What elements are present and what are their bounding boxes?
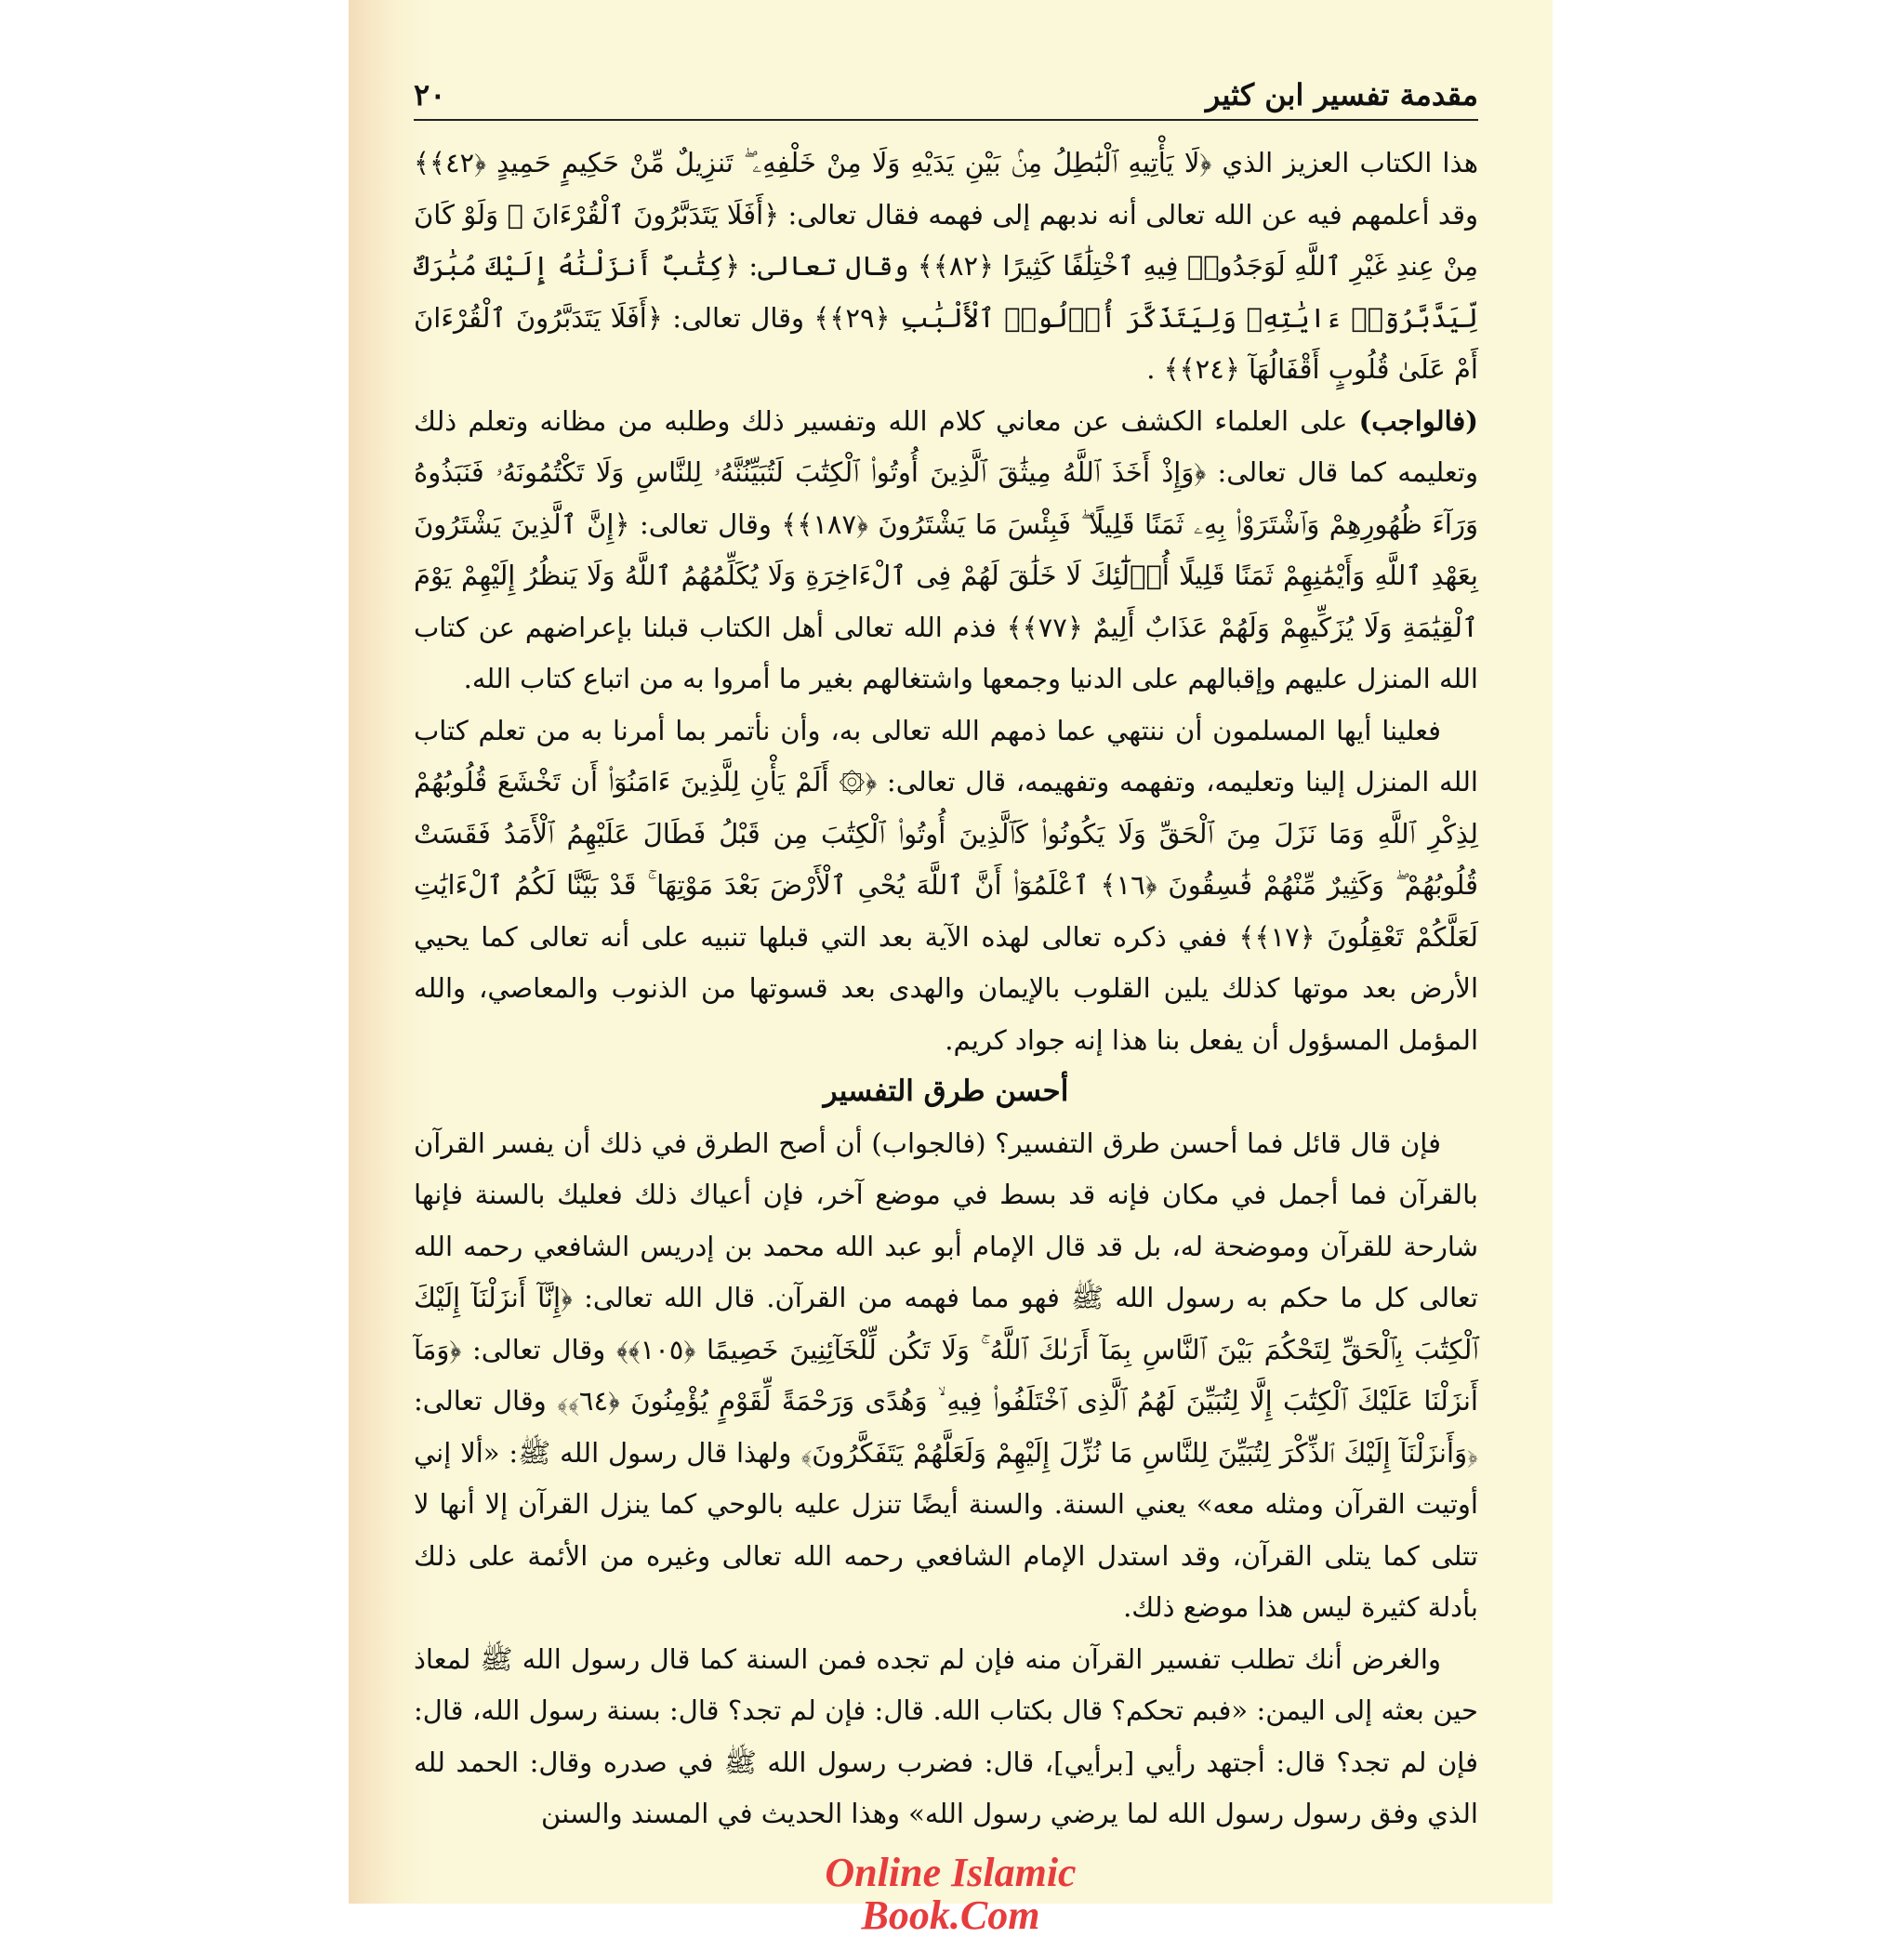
paragraph [414,1118,1478,1634]
paragraph-lead: (فالواجب) [1358,404,1478,437]
page-number: ٢٠ [414,77,446,112]
paragraph [414,1634,1478,1840]
paragraph-text: فإن قال قائل فما أحسن طرق التفسير؟ (فالجواب) أن أصح الطرق في ذلك أن يفسر القرآن بالقرآن فما أجمل في مكان فإنه قد بسط في موضع آخر، فإن أعياك ذلك فعليك بالسنة فإنها شارحة للقرآن وموضحة له، بل قد قال الإمام أبو عبد الله محمد بن إدريس الشافعي رحمه الله تعالى كل ما حكم به رسول الله ﷺ فهو مما فهمه من القرآن. قال الله تعالى: ﴿إِنَّآ أَنزَلْنَآ إِلَيْكَ ٱلْكِتَٰبَ بِٱلْحَقِّ لِتَحْكُمَ بَيْنَ ٱلنَّاسِ بِمَآ أَرَىٰكَ ٱللَّهُ ۚ وَلَا تَكُن لِّلْخَآئِنِينَ خَصِيمًا ﴿١٠٥﴾﴾ وقال تعالى: ﴿وَمَآ أَنزَلْنَا عَلَيْكَ ٱلْكِتَٰبَ إِلَّا لِتُبَيِّنَ لَهُمُ ٱلَّذِى ٱخْتَلَفُوا۟ فِيهِ ۙ وَهُدًى وَرَحْمَةً لِّقَوْمٍ يُؤْمِنُونَ ﴿٦٤﴾﴾ وقال تعالى: ﴿وَأَنزَلْنَآ إِلَيْكَ ٱلذِّكْرَ لِتُبَيِّنَ لِلنَّاسِ مَا نُزِّلَ إِلَيْهِمْ وَلَعَلَّهُمْ يَتَفَكَّرُونَ﴾ ولهذا قال رسول الله ﷺ: «ألا إني أوتيت القرآن ومثله معه» يعني السنة. والسنة أيضًا تنزل عليه بالوحي كما ينزل القرآن إلا أنها لا تتلى كما يتلى القرآن، وقد استدل الإمام الشافعي رحمه الله تعالى وغيره من الأئمة على ذلك بأدلة كثيرة ليس هذا موضع ذلك. [414,1127,1478,1623]
paragraph-text: على العلماء الكشف عن معاني كلام الله وتفسير ذلك وطلبه من مظانه وتعلم ذلك وتعليمه كما قال تعالى: ﴿وَإِذْ أَخَذَ ٱللَّهُ مِيثَٰقَ ٱلَّذِينَ أُوتُوا۟ ٱلْكِتَٰبَ لَتُبَيِّنُنَّهُۥ لِلنَّاسِ وَلَا تَكْتُمُونَهُۥ فَنَبَذُوهُ وَرَآءَ ظُهُورِهِمْ وَٱشْتَرَوْا۟ بِهِۦ ثَمَنًا قَلِيلًا ۖ فَبِئْسَ مَا يَشْتَرُونَ ﴿١٨٧﴾﴾ وقال تعالى: ﴿إِنَّ ٱلَّذِينَ يَشْتَرُونَ بِعَهْدِ ٱللَّهِ وَأَيْمَٰنِهِمْ ثَمَنًا قَلِيلًا أُو۟لَٰٓئِكَ لَا خَلَٰقَ لَهُمْ فِى ٱلْءَاخِرَةِ وَلَا يُكَلِّمُهُمُ ٱللَّهُ وَلَا يَنظُرُ إِلَيْهِمْ يَوْمَ ٱلْقِيَٰمَةِ وَلَا يُزَكِّيهِمْ وَلَهُمْ عَذَابٌ أَلِيمٌ ﴿٧٧﴾﴾ فذم الله تعالى أهل الكتاب قبلنا بإعراضهم عن كتاب الله المنزل عليهم وإقبالهم على الدنيا وجمعها واشتغالهم بغير ما أمروا به من اتباع كتاب الله. [414,404,1478,694]
paragraph [414,138,1478,396]
paragraph-text: والغرض أنك تطلب تفسير القرآن منه فإن لم تجده فمن السنة كما قال رسول الله ﷺ لمعاذ حين بعثه إلى اليمن: «فبم تحكم؟ قال بكتاب الله. قال: فإن لم تجد؟ قال: بسنة رسول الله، قال: فإن لم تجد؟ قال: أجتهد رأيي [برأيي]، قال: فضرب رسول الله ﷺ في صدره وقال: الحمد لله الذي وفق رسول رسول الله لما يرضي رسول الله» وهذا الحديث في المسند والسنن [414,1642,1478,1829]
book-title: مقدمة تفسير ابن كثير [1205,77,1478,112]
book-page [349,0,1553,1938]
paragraph [414,705,1478,1067]
paragraph-text: فعلينا أيها المسلمون أن ننتهي عما ذمهم الله تعالى به، وأن نأتمر بما أمرنا به من تعلم كتاب الله المنزل إلينا وتعليمه، وتفهمه وتفهيمه، قال تعالى: ﴿۞ أَلَمْ يَأْنِ لِلَّذِينَ ءَامَنُوٓا۟ أَن تَخْشَعَ قُلُوبُهُمْ لِذِكْرِ ٱللَّهِ وَمَا نَزَلَ مِنَ ٱلْحَقِّ وَلَا يَكُونُوا۟ كَٱلَّذِينَ أُوتُوا۟ ٱلْكِتَٰبَ مِن قَبْلُ فَطَالَ عَلَيْهِمُ ٱلْأَمَدُ فَقَسَتْ قُلُوبُهُمْ ۖ وَكَثِيرٌ مِّنْهُمْ فَٰسِقُونَ ﴿١٦﴾ ٱعْلَمُوٓا۟ أَنَّ ٱللَّهَ يُحْىِ ٱلْأَرْضَ بَعْدَ مَوْتِهَا ۚ قَدْ بَيَّنَّا لَكُمُ ٱلْءَايَٰتِ لَعَلَّكُمْ تَعْقِلُونَ ﴿١٧﴾﴾ ففي ذكره تعالى لهذه الآية بعد التي قبلها تنبيه على أنه تعالى كما يحيي الأرض بعد موتها كذلك يلين القلوب بالإيمان والهدى بعد قسوتها من الذنوب والمعاصي، والله المؤمل المسؤول أن يفعل بنا هذا إنه جواد كريم. [414,714,1478,1056]
watermark [349,1849,1553,1938]
body-text [414,138,1478,1840]
paragraph [414,396,1478,705]
section-heading: أحسن طرق التفسير [823,1074,1069,1108]
paragraph-text: هذا الكتاب العزيز الذي ﴿لَا يَأْتِيهِ ٱلْبَٰطِلُ مِنۢ بَيْنِ يَدَيْهِ وَلَا مِنْ خَلْفِهِۦ ۖ تَنزِيلٌ مِّنْ حَكِيمٍ حَمِيدٍ ﴿٤٢﴾﴾ وقد أعلمهم فيه عن الله تعالى أنه ندبهم إلى فهمه فقال تعالى: ﴿أَفَلَا يَتَدَبَّرُونَ ٱلْقُرْءَانَ ۚ وَلَوْ كَانَ مِنْ عِندِ غَيْرِ ٱللَّهِ لَوَجَدُوا۟ فِيهِ ٱخْتِلَٰفًا كَثِيرًا ﴿٨٢﴾﴾ وقال تعالى: ﴿كِتَٰبٌ أَنزَلْنَٰهُ إِلَيْكَ مُبَٰرَكٌ لِّيَدَّبَّرُوٓا۟ ءَايَٰتِهِۦ وَلِيَتَذَكَّرَ أُو۟لُوا۟ ٱلْأَلْبَٰبِ ﴿٢٩﴾﴾ وقال تعالى: ﴿أَفَلَا يَتَدَبَّرُونَ ٱلْقُرْءَانَ أَمْ عَلَىٰ قُلُوبٍ أَقْفَالُهَآ ﴿٢٤﴾﴾ . [414,147,1478,385]
watermark-line-2: Book.Com [861,1892,1040,1938]
header-rule [414,119,1478,121]
watermark-line-1: Online Islamic [825,1849,1077,1895]
running-header [414,67,1478,123]
